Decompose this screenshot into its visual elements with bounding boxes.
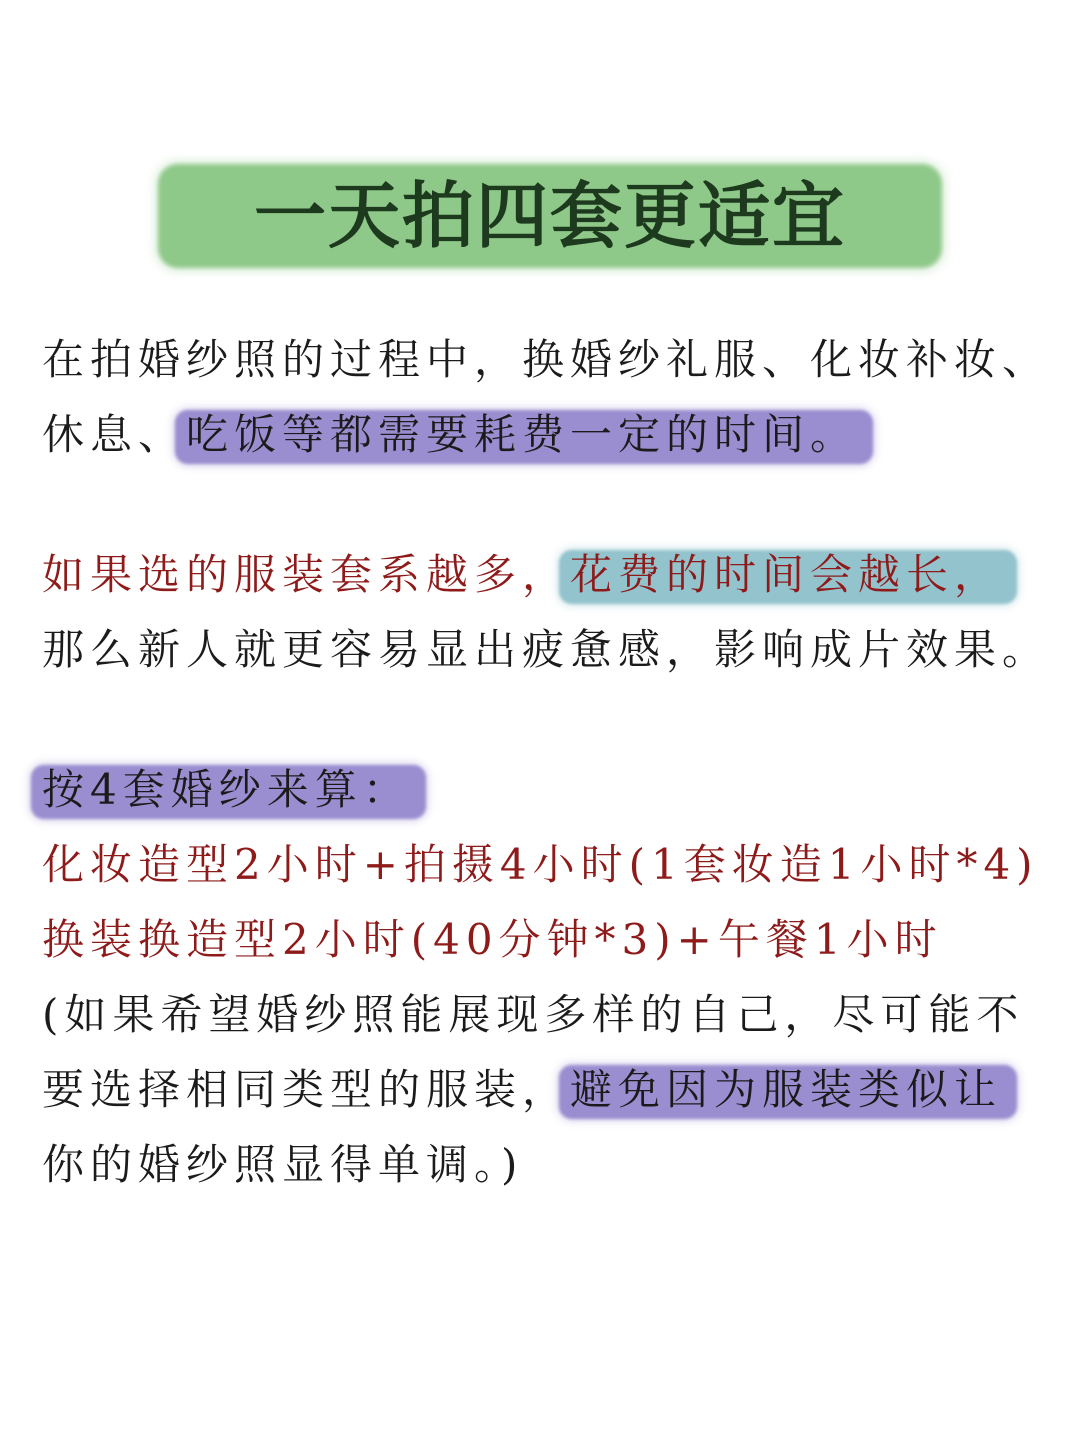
paragraph1-line2 (42, 405, 858, 465)
paragraph1-highlight-text: 吃饭等都需要耗费一定的时间。 (186, 410, 859, 459)
paragraph3-note-line2-plain: 要选择相同类型的服装， (42, 1065, 571, 1114)
paragraph3-heading-highlight (42, 760, 411, 820)
paragraph2-highlight-text: 花费的时间会越长， (570, 550, 1003, 599)
paragraph1-line2-plain: 休息、 (42, 410, 187, 459)
page-title: 一天拍四套更适宜 (253, 174, 846, 258)
paragraph1-highlight (186, 405, 858, 465)
paragraph3-red-line1: 化妆造型2小时+拍摄4小时(1套妆造1小时*4) (42, 840, 1039, 889)
paragraph3-red-line2: 换装换造型2小时(40分钟*3)+午餐1小时 (42, 915, 943, 964)
paragraph3-heading (42, 760, 411, 820)
paragraph2-line2: 那么新人就更容易显出疲惫感，影响成片效果。 (42, 625, 1051, 674)
paragraph3-note-line1: (如果希望婚纱照能展现多样的自己，尽可能不 (42, 990, 1025, 1039)
paragraph3-note-highlight (570, 1060, 1002, 1120)
title-banner (160, 160, 940, 272)
paragraph3-note-line3: 你的婚纱照显得单调。) (42, 1140, 524, 1189)
paragraph1-line1: 在拍婚纱照的过程中，换婚纱礼服、化妆补妆、 (42, 335, 1051, 384)
paragraph3-note-line2 (42, 1060, 1002, 1120)
paragraph2-line1 (42, 545, 1002, 605)
paragraph3-note-highlight-text: 避免因为服装类似让 (570, 1065, 1003, 1114)
paragraph3-heading-text: 按4套婚纱来算： (42, 765, 411, 814)
paragraph2-highlight (570, 545, 1002, 605)
paragraph2-red-text: 如果选的服装套系越多， (42, 550, 571, 599)
